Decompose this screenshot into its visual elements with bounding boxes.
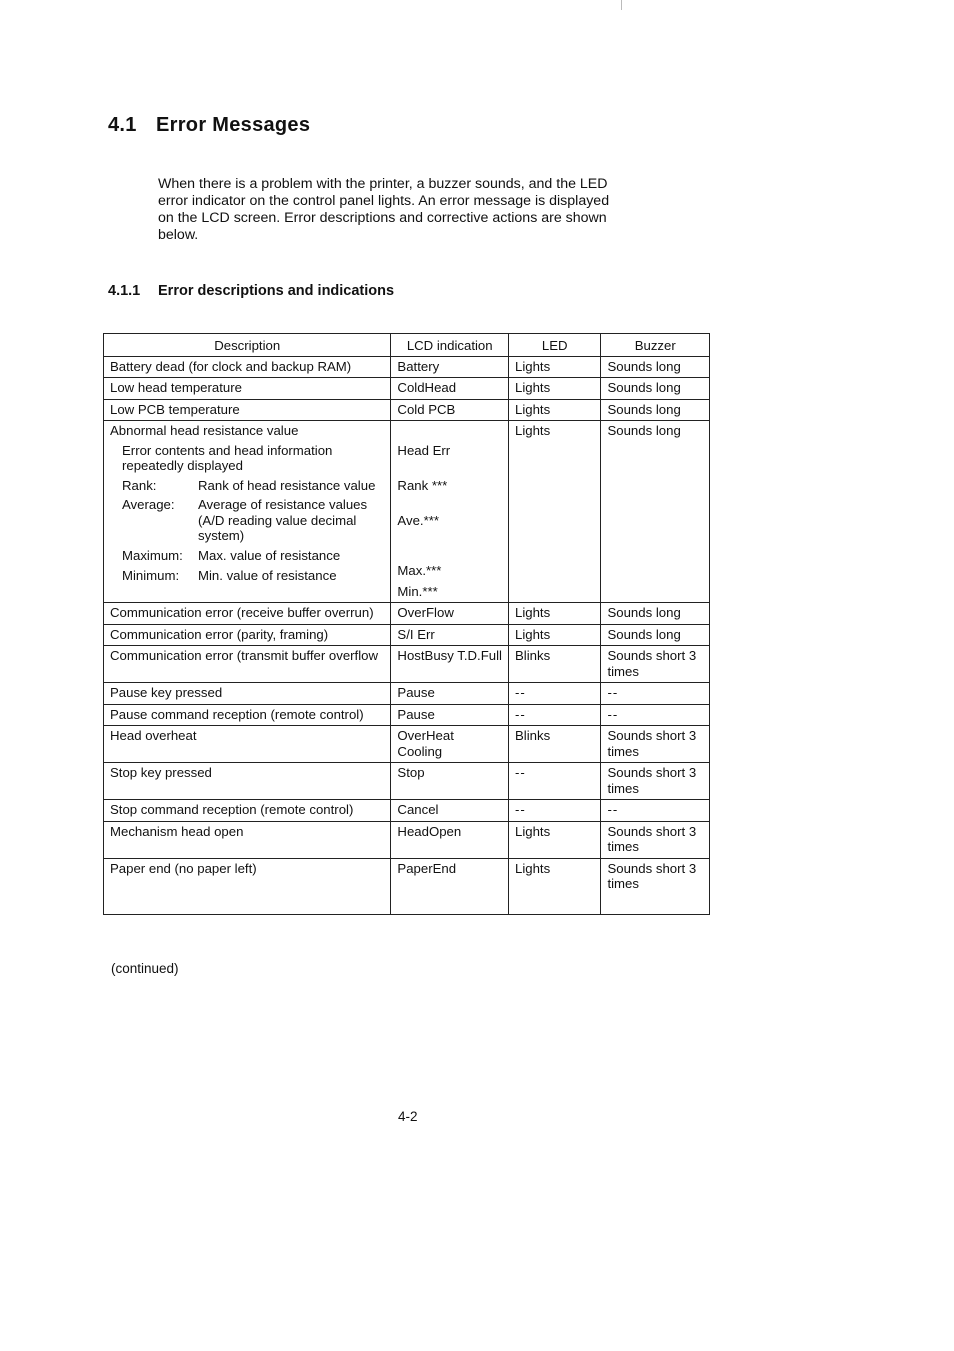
table-row: [104, 399, 710, 421]
cell-led: Lights: [509, 821, 601, 858]
cell-buzzer: Sounds short 3 times: [601, 821, 710, 858]
table-row: [104, 378, 710, 400]
table-row: [104, 646, 710, 683]
table-row: [104, 821, 710, 858]
cell-buzzer: Sounds long: [601, 603, 710, 625]
cell-description: Battery dead (for clock and backup RAM): [104, 356, 391, 378]
abnormal-title: Abnormal head resistance value: [110, 423, 299, 438]
table-row: [104, 858, 710, 914]
header-led: LED: [509, 334, 601, 357]
cell-led: Blinks: [509, 726, 601, 763]
cell-description: Stop command reception (remote control): [104, 800, 391, 822]
page-number: 4-2: [398, 1109, 418, 1124]
cell-lcd: Stop: [391, 763, 509, 800]
item-key: Rank:: [122, 477, 157, 493]
item-key: Maximum:: [122, 547, 183, 563]
cell-buzzer: --: [601, 800, 710, 822]
cell-description: Communication error (transmit buffer overflow: [104, 646, 391, 683]
lcd-max: Max.***: [397, 563, 442, 578]
cell-buzzer: Sounds short 3 times: [601, 763, 710, 800]
table-row: [104, 763, 710, 800]
abnormal-item: [110, 497, 384, 544]
cell-description: Paper end (no paper left): [104, 858, 391, 914]
subsection-title: Error descriptions and indications: [158, 283, 395, 299]
lcd-head-err: Head Err: [397, 442, 451, 458]
cell-lcd: Pause: [391, 704, 509, 726]
cell-buzzer: Sounds long: [601, 356, 710, 378]
cell-lcd: ColdHead: [391, 378, 509, 400]
scan-mark: [621, 0, 622, 10]
abnormal-error-contents: Error contents and head information repeatedly displayed: [122, 442, 333, 473]
header-description: Description: [104, 334, 391, 357]
cell-buzzer: Sounds long: [601, 399, 710, 421]
table-row-abnormal: [104, 421, 710, 603]
cell-buzzer: Sounds short 3 times: [601, 646, 710, 683]
section-title: Error Messages: [156, 114, 311, 136]
cell-led: Lights: [509, 603, 601, 625]
cell-lcd: HostBusy T.D.Full: [391, 646, 509, 683]
cell-description: Pause command reception (remote control): [104, 704, 391, 726]
cell-led: --: [509, 683, 601, 705]
cell-led: Lights: [509, 421, 601, 603]
cell-lcd: OverFlow: [391, 603, 509, 625]
table-row: [104, 800, 710, 822]
cell-description: Pause key pressed: [104, 683, 391, 705]
lcd-min: Min.***: [397, 583, 438, 599]
lcd-rank: Rank ***: [397, 477, 448, 493]
cell-lcd: Cold PCB: [391, 399, 509, 421]
cell-description: Low PCB temperature: [104, 399, 391, 421]
cell-lcd: OverHeat Cooling: [391, 726, 509, 763]
table-row: [104, 683, 710, 705]
cell-led: Lights: [509, 399, 601, 421]
cell-description: Low head temperature: [104, 378, 391, 400]
cell-description: [104, 421, 391, 603]
cell-buzzer: --: [601, 683, 710, 705]
table-row: [104, 356, 710, 378]
cell-buzzer: --: [601, 704, 710, 726]
cell-lcd: [391, 421, 509, 603]
item-value: Max. value of resistance: [198, 547, 341, 563]
item-key: Average:: [122, 497, 175, 512]
cell-led: --: [509, 763, 601, 800]
cell-lcd: Battery: [391, 356, 509, 378]
abnormal-item: [110, 478, 384, 494]
item-value: Min. value of resistance: [198, 568, 337, 583]
cell-lcd: S/I Err: [391, 624, 509, 646]
header-lcd: LCD indication: [391, 334, 509, 357]
cell-led: Lights: [509, 378, 601, 400]
table-row: [104, 624, 710, 646]
cell-buzzer: Sounds long: [601, 624, 710, 646]
cell-lcd: Cancel: [391, 800, 509, 822]
cell-led: --: [509, 704, 601, 726]
cell-description: Communication error (receive buffer overrun): [104, 603, 391, 625]
cell-buzzer: Sounds long: [601, 378, 710, 400]
abnormal-item: [110, 548, 384, 564]
section-number: 4.1: [108, 114, 137, 136]
lcd-ave: Ave.***: [397, 512, 439, 528]
abnormal-item: [110, 568, 384, 584]
cell-description: Communication error (parity, framing): [104, 624, 391, 646]
table-row: [104, 726, 710, 763]
subsection-heading: [108, 283, 394, 299]
intro-paragraph: When there is a problem with the printer, a buzzer sounds, and the LED error indicator on the control panel lights. An error message is displayed on the LCD screen. Error descriptions and corrective actions are shown below.: [158, 176, 610, 243]
cell-description: Stop key pressed: [104, 763, 391, 800]
item-value: Rank of head resistance value: [198, 477, 376, 493]
subsection-number: 4.1.1: [108, 283, 141, 299]
cell-led: Lights: [509, 858, 601, 914]
cell-lcd: Pause: [391, 683, 509, 705]
table-row: [104, 704, 710, 726]
error-table: [103, 333, 710, 915]
cell-lcd: HeadOpen: [391, 821, 509, 858]
cell-buzzer: Sounds short 3 times: [601, 726, 710, 763]
cell-led: Lights: [509, 624, 601, 646]
cell-lcd: PaperEnd: [391, 858, 509, 914]
item-value: Average of resistance values (A/D reading value decimal system): [198, 497, 368, 543]
cell-led: Lights: [509, 356, 601, 378]
item-key: Minimum:: [122, 568, 180, 583]
cell-description: Head overheat: [104, 726, 391, 763]
cell-buzzer: Sounds long: [601, 421, 710, 603]
cell-led: Blinks: [509, 646, 601, 683]
section-heading: [108, 114, 310, 137]
cell-led: --: [509, 800, 601, 822]
cell-description: Mechanism head open: [104, 821, 391, 858]
continued-note: (continued): [111, 961, 179, 976]
table-header-row: [104, 334, 710, 357]
cell-buzzer: Sounds short 3 times: [601, 858, 710, 914]
header-buzzer: Buzzer: [601, 334, 710, 357]
table-row: [104, 603, 710, 625]
